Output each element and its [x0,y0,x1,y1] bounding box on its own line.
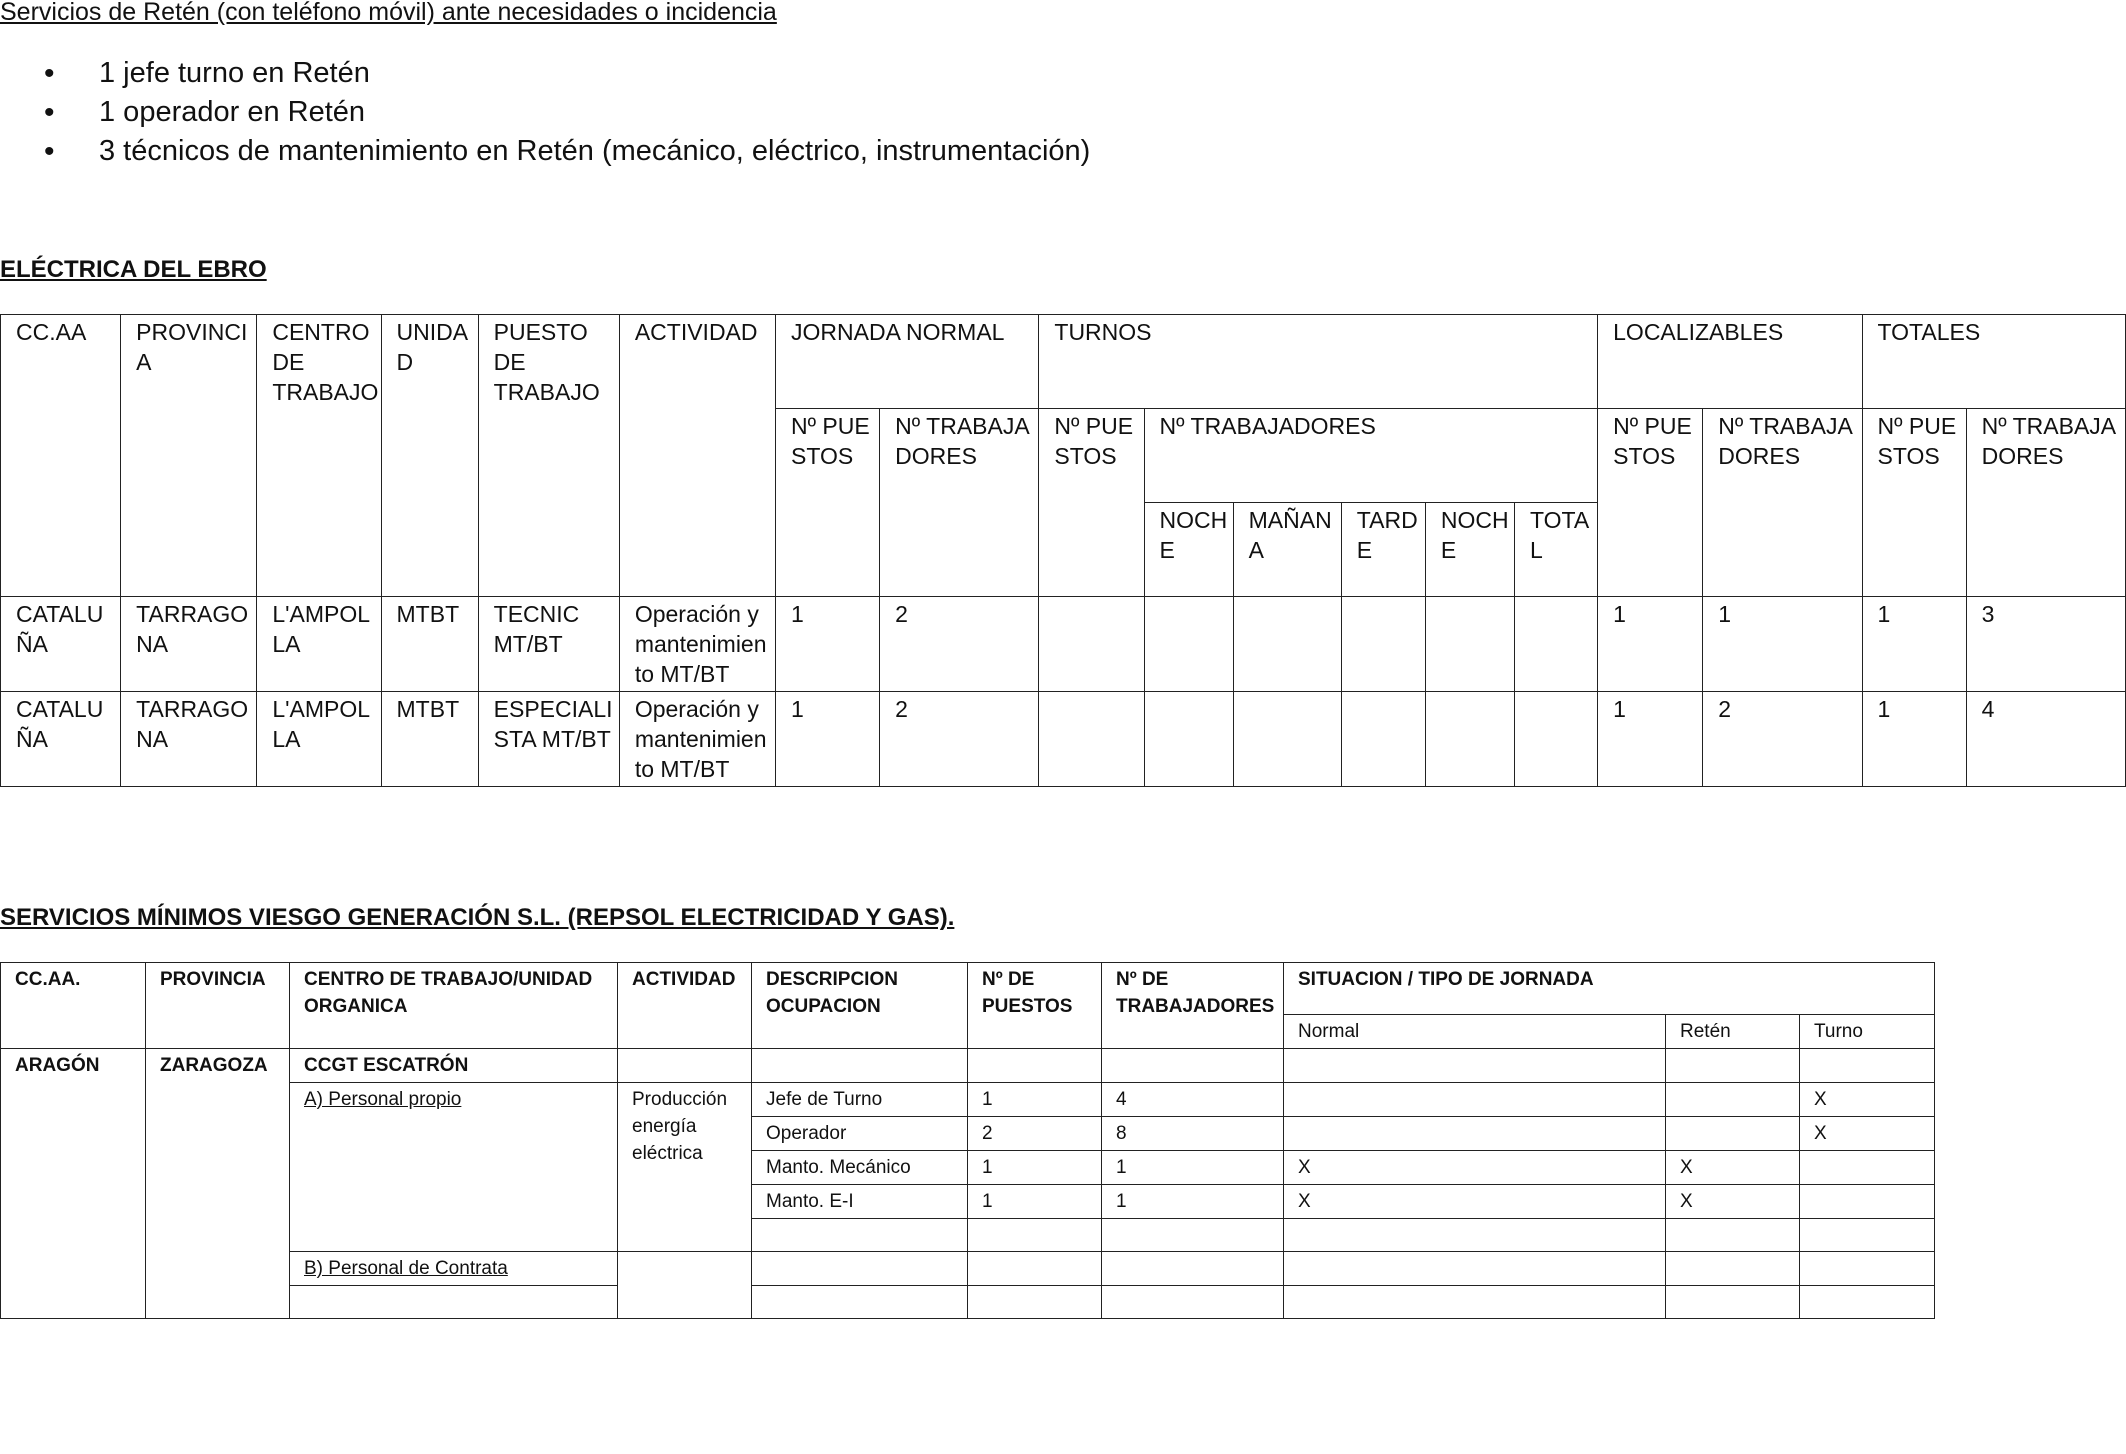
header-reten: Retén [1666,1015,1800,1049]
cell-unidad: MTBT [381,692,478,787]
cell-empty [752,1252,968,1286]
viesgo-table [0,962,1935,1319]
header-situacion: SITUACION / TIPO DE JORNADA [1284,963,1935,1015]
cell-puesto: ESPECIALISTA MT/BT [478,692,619,787]
table-row [1,1286,1935,1319]
cell-normal: X [1284,1185,1666,1219]
cell-empty [1284,1219,1666,1252]
header-centro: CENTRO DE TRABAJO/UNIDAD ORGANICA [290,963,618,1049]
cell-turno [1800,1151,1935,1185]
cell-empty [752,1219,968,1252]
section2-title: SERVICIOS MÍNIMOS VIESGO GENERACIÓN S.L. (REPSOL ELECTRICIDAD Y GAS). [0,904,955,931]
cell-provincia: TARRAGONA [121,597,257,692]
header-tarde: TARDE [1341,503,1425,597]
header-ccaa: CC.AA. [1,963,146,1049]
cell-loc-trabajadores: 2 [1703,692,1862,787]
cell-actividad: Operación y mantenimiento MT/BT [619,692,775,787]
cell-empty [1144,597,1233,692]
cell-loc-trabajadores: 1 [1703,597,1862,692]
cell-puestos: 2 [968,1117,1102,1151]
cell-empty [290,1286,618,1319]
cell-ccaa: CATALUÑA [1,597,121,692]
cell-jn-puestos: 1 [776,597,880,692]
header-turnos-puestos: Nº PUESTOS [1039,409,1144,597]
cell-empty [1800,1252,1935,1286]
cell-personal-propio: A) Personal propio [290,1083,618,1252]
cell-actividad: Operación y mantenimiento MT/BT [619,597,775,692]
header-ccaa: CC.AA [1,315,121,597]
cell-empty [1102,1252,1284,1286]
cell-empty [1666,1286,1800,1319]
list-item: • 3 técnicos de mantenimiento en Retén (mecánico, eléctrico, instrumentación) [40,132,1090,171]
cell-empty [1233,692,1341,787]
header-loc-puestos: Nº PUESTOS [1598,409,1703,597]
cell-normal [1284,1083,1666,1117]
cell-puestos: 1 [968,1083,1102,1117]
cell-trabajadores: 8 [1102,1117,1284,1151]
cell-puesto: TECNIC MT/BT [478,597,619,692]
list-item: • 1 jefe turno en Retén [40,54,1090,93]
cell-puestos: 1 [968,1185,1102,1219]
cell-trabajadores: 1 [1102,1185,1284,1219]
header-turno: Turno [1800,1015,1935,1049]
cell-empty [968,1219,1102,1252]
cell-trabajadores: 1 [1102,1151,1284,1185]
header-jn-puestos: Nº PUESTOS [776,409,880,597]
table-row [1,597,2126,692]
cell-empty [1341,597,1425,692]
cell-empty [1341,692,1425,787]
cell-descripcion: Jefe de Turno [752,1083,968,1117]
cell-tot-puestos: 1 [1862,692,1966,787]
header-puesto: PUESTO DE TRABAJO [478,315,619,597]
cell-trabajadores: 4 [1102,1083,1284,1117]
cell-empty [1039,692,1144,787]
section1-title: ELÉCTRICA DEL EBRO [0,256,267,283]
header-centro: CENTRO DE TRABAJO [257,315,381,597]
cell-jn-trabajadores: 2 [880,692,1039,787]
cell-empty [1284,1286,1666,1319]
electrica-ebro-table [0,314,2126,787]
header-actividad: ACTIVIDAD [618,963,752,1049]
cell-empty [1425,692,1514,787]
cell-centro: L'AMPOLLA [257,692,381,787]
cell-empty [1144,692,1233,787]
cell-puestos: 1 [968,1151,1102,1185]
cell-descripcion: Manto. Mecánico [752,1151,968,1185]
header-jornada-normal: JORNADA NORMAL [776,315,1039,409]
cell-empty [1800,1219,1935,1252]
cell-descripcion: Manto. E-I [752,1185,968,1219]
cell-empty [968,1286,1102,1319]
cell-tot-puestos: 1 [1862,597,1966,692]
cell-centro: CCGT ESCATRÓN [290,1049,618,1083]
header-provincia: PROVINCIA [121,315,257,597]
cell-personal-contrata: B) Personal de Contrata [290,1252,618,1286]
cell-empty [618,1252,752,1319]
cell-unidad: MTBT [381,597,478,692]
cell-empty [1039,597,1144,692]
header-provincia: PROVINCIA [146,963,290,1049]
header-trabajadores: Nº DE TRABAJADORES [1102,963,1284,1049]
cell-reten [1666,1083,1800,1117]
header-puestos: Nº DE PUESTOS [968,963,1102,1049]
cell-actividad: Producción energía eléctrica [618,1083,752,1252]
cell-reten: X [1666,1185,1800,1219]
cell-empty [1284,1252,1666,1286]
header-localizables: LOCALIZABLES [1598,315,1862,409]
table-row [1,692,2126,787]
cell-empty [1102,1049,1284,1083]
intro-heading: Servicios de Retén (con teléfono móvil) ante necesidades o incidencia [0,0,777,26]
header-turnos: TURNOS [1039,315,1598,409]
header-turnos-trabajadores: Nº TRABAJADORES [1144,409,1598,503]
header-loc-trabajadores: Nº TRABAJADORES [1703,409,1862,597]
cell-empty [1666,1252,1800,1286]
cell-ccaa: CATALUÑA [1,692,121,787]
cell-empty [1284,1049,1666,1083]
cell-ccaa: ARAGÓN [1,1049,146,1319]
cell-jn-trabajadores: 2 [880,597,1039,692]
header-jn-trabajadores: Nº TRABAJADORES [880,409,1039,597]
cell-empty [968,1049,1102,1083]
cell-loc-puestos: 1 [1598,597,1703,692]
cell-turno [1800,1185,1935,1219]
bullet-list [40,54,1090,171]
cell-normal [1284,1117,1666,1151]
header-normal: Normal [1284,1015,1666,1049]
header-descripcion: DESCRIPCION OCUPACION [752,963,968,1049]
header-tot-trabajadores: Nº TRABAJADORES [1966,409,2125,597]
cell-empty [1800,1049,1935,1083]
cell-empty [1666,1049,1800,1083]
cell-normal: X [1284,1151,1666,1185]
header-total: TOTAL [1515,503,1598,597]
cell-empty [1102,1286,1284,1319]
cell-empty [1425,597,1514,692]
header-noche-2: NOCHE [1425,503,1514,597]
table-row [1,1252,1935,1286]
cell-empty [618,1049,752,1083]
header-noche: NOCHE [1144,503,1233,597]
cell-reten [1666,1117,1800,1151]
table-row [1,1083,1935,1117]
cell-empty [752,1286,968,1319]
cell-empty [752,1049,968,1083]
cell-tot-trabajadores: 3 [1966,597,2125,692]
cell-centro: L'AMPOLLA [257,597,381,692]
cell-turno: X [1800,1117,1935,1151]
header-manana: MAÑANA [1233,503,1341,597]
list-item: • 1 operador en Retén [40,93,1090,132]
cell-empty [968,1252,1102,1286]
cell-empty [1800,1286,1935,1319]
header-unidad: UNIDAD [381,315,478,597]
cell-jn-puestos: 1 [776,692,880,787]
cell-provincia: ZARAGOZA [146,1049,290,1319]
cell-empty [1666,1219,1800,1252]
cell-empty [1233,597,1341,692]
cell-tot-trabajadores: 4 [1966,692,2125,787]
header-totales: TOTALES [1862,315,2126,409]
cell-turno: X [1800,1083,1935,1117]
cell-empty [1102,1219,1284,1252]
cell-descripcion: Operador [752,1117,968,1151]
cell-provincia: TARRAGONA [121,692,257,787]
cell-empty [1515,692,1598,787]
cell-loc-puestos: 1 [1598,692,1703,787]
header-tot-puestos: Nº PUESTOS [1862,409,1966,597]
cell-empty [1515,597,1598,692]
cell-reten: X [1666,1151,1800,1185]
header-actividad: ACTIVIDAD [619,315,775,597]
